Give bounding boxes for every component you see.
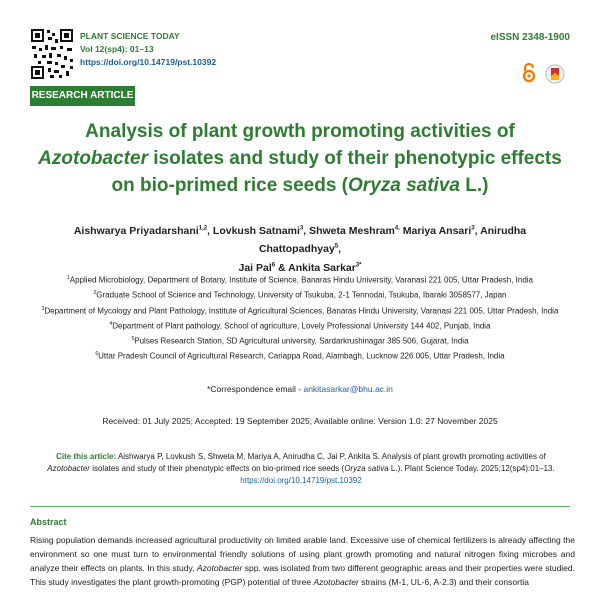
article-title: Analysis of plant growth promoting activities of Azotobacter isolates and study of their phenotypic effects on bio-primed rice seeds (Oryza sativa L.) (38, 121, 562, 196)
author: Ankita Sarkar$^{3*}$ (288, 261, 362, 274)
author: Mariya Ansari$^3$, (402, 224, 481, 237)
affiliation-list (20, 272, 580, 364)
affiliation: $^2$Graduate School of Science and Technology, University of Tsukuba, 2-1 Tennodai, Tsukuba, Ibaraki 3058577, Japan (93, 290, 507, 300)
section-divider (30, 506, 570, 507)
qr-code-icon (30, 28, 74, 80)
affiliation: $^3$Department of Mycology and Plant Pathology, Institute of Agricultural Sciences, Banaras Hindu University, Varanasi 221 005, Uttar Pradesh, India (41, 305, 559, 316)
citation-label: Cite this article: (56, 452, 117, 461)
abstract-heading: Abstract (30, 517, 67, 527)
open-access-icon[interactable] (521, 63, 537, 83)
correspondence-label: *Correspondence email - (207, 384, 304, 394)
affiliation: $^5$Pulses Research Station, SD Agricultural university, Sardarkrushinagar 385 506, Gujarat, India (131, 336, 469, 346)
author: Aishwarya Priyadarshani$^{1,2}$, (73, 224, 213, 237)
journal-volume: Vol 12(sp4): 01–13 (80, 44, 154, 54)
author-list (40, 220, 560, 276)
article-type-badge: RESEARCH ARTICLE (30, 86, 135, 106)
citation-doi-link[interactable]: https://doi.org/10.14719/pst.10392 (240, 476, 362, 485)
publication-dates: Received: 01 July 2025; Accepted: 19 September 2025; Available online: Version 1.0: 27 November 2025 (102, 416, 498, 426)
abstract-text: Rising population demands increased agricultural productivity on limited arable land. Excessive use of chemical fertilizers is already affecting the environment so one must turn to environmental friendly solutions of using plant growth promoting and natural nitrogen fixing microbes and analyze their effects on plants. In this study, Azotobacter spp. was isolated from two different geographic areas and their properties were studied. This study investigates the plant growth-promoting (PGP) potential of three Azotobacter strains (M-1, UL-6, A-2.3) and their consortia (30, 535, 576, 587)
citation-block: Cite this article: Aishwarya P, Lovkush S, Shweta M, Mariya A, Anirudha C, Jai P, Ankita S. Analysis of plant growth promoting activities of Azotobacter isolates and study of their phenotypic effects on bio-primed rice seeds (Oryza sativa L.). Plant Science Today. 2025;12(sp4):01–13. https://doi.org/10.14719/pst.10392 (47, 452, 555, 485)
journal-name: PLANT SCIENCE TODAY (80, 31, 180, 41)
author: Shweta Meshram$^{4,}$ (309, 224, 400, 237)
author: Jai Pal$^6$ & (238, 261, 289, 274)
author: Anirudha Chattopadhyay$^5$, (258, 224, 527, 255)
correspondence-email-link[interactable]: ankitasarkar@bhu.ac.in (303, 384, 393, 394)
doi-link[interactable]: https://doi.org/10.14719/pst.10392 (80, 57, 217, 67)
issn: eISSN 2348-1900 (490, 32, 570, 43)
affiliation: $^1$Applied Microbiology, Department of Botany, Institute of Science, Banaras Hindu University, Varanasi 221 005, Uttar Pradesh, India (67, 275, 533, 285)
affiliation: $^6$Uttar Pradesh Council of Agricultural Research, Cariappa Road, Alambagh, Lucknow 226 005, Uttar Pradesh, India (95, 351, 505, 361)
affiliation: $^4$Department of Plant pathology, School of agriculture, Lovely Professional University 144 402, Punjab, India (109, 320, 491, 331)
journal-header (80, 30, 216, 69)
author: Lovkush Satnami$^3$, (212, 224, 310, 237)
correspondence (0, 384, 600, 394)
crossmark-icon[interactable] (545, 64, 565, 84)
